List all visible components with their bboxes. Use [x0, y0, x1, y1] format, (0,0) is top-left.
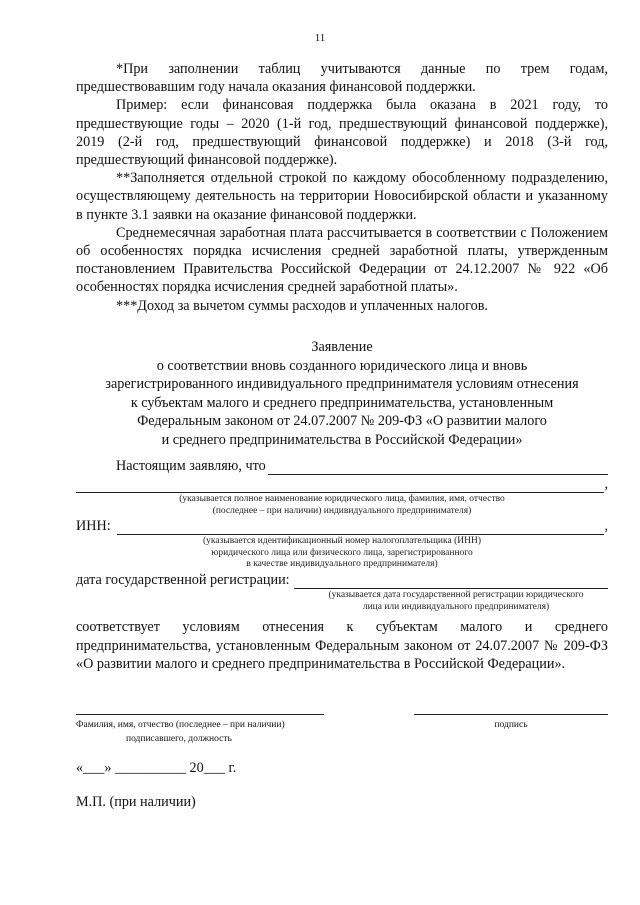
footnote-example: Пример: если финансовая поддержка была оказана в 2021 году, то предшествующие годы – 2020 (1-й год, предшествующий финансовой поддержке), 2019 (2-й год, предшествующий финансовой поддержке) и 2018 (3-й год, предшествующий финансовой поддержке). — [76, 97, 608, 169]
footnote-table-years: *При заполнении таблиц учитываются данные по трем годам, предшествовавшим году начала оказания финансовой поддержки. — [76, 61, 608, 96]
footnote-subdivision: **Заполняется отдельной строкой по каждому обособленному подразделению, осуществляющему деятельность на территории Новосибирской области и указанному в пункте 3.1 заявки на оказание финансовой поддержки. — [76, 170, 608, 223]
registration-hint — [304, 590, 608, 613]
registration-label: дата государственной регистрации: — [76, 572, 290, 588]
footnotes — [76, 60, 608, 315]
name-hint — [76, 494, 608, 517]
registration-hint-line: лица или индивидуального предпринимателя) — [362, 601, 550, 612]
name-hint-line: (указывается полное наименование юридического лица, фамилия, имя, отчество — [179, 494, 505, 504]
inn-label: ИНН: — [76, 518, 111, 534]
inn-blank-field[interactable] — [117, 520, 605, 535]
conformity-statement: соответствует условиям отнесения к субъектам малого и среднего предпринимательства, установленным Федеральным законом от 24.07.2007 № 209-ФЗ «О развитии малого и среднего предпринимательства в Российской Федерации». — [76, 619, 608, 673]
signature-date[interactable]: «___» __________ 20___ г. — [76, 760, 237, 776]
name-hint-line: (последнее – при наличии) индивидуального предпринимателя) — [212, 505, 472, 516]
signature-caption: подпись — [494, 720, 528, 730]
declare-row — [76, 458, 608, 475]
statement-line: о соответствии вновь созданного юридического лица и вновь — [156, 357, 528, 374]
page-number: 11 — [314, 32, 326, 44]
inn-row — [76, 518, 608, 535]
inn-hint-line: юридического лица или физического лица, зарегистрированного — [211, 547, 473, 558]
footnote-income: ***Доход за вычетом суммы расходов и уплаченных налогов. — [116, 297, 488, 314]
inn-line-comma: , — [604, 518, 608, 534]
registration-date-field[interactable] — [294, 574, 608, 589]
signer-caption-2: подписавшего, должность — [126, 734, 232, 744]
declare-blank-field[interactable] — [268, 460, 608, 475]
stamp-placeholder: М.П. (при наличии) — [76, 794, 196, 810]
inn-hint-line: в качестве индивидуального предпринимателя) — [246, 559, 438, 569]
inn-hint — [76, 536, 608, 571]
signature-field[interactable] — [414, 714, 608, 715]
statement-line: к субъектам малого и среднего предпринимательства, установленным — [130, 394, 554, 411]
statement-line: и среднего предпринимательства в Российской Федерации» — [161, 431, 523, 448]
signer-name-field[interactable] — [76, 714, 324, 715]
name-line-comma: , — [604, 476, 608, 492]
statement-heading — [76, 338, 608, 450]
inn-hint-line: (указывается идентификационный номер налогоплательщика (ИНН) — [203, 536, 481, 546]
statement-title: Заявление — [311, 339, 373, 355]
statement-line: зарегистрированного индивидуального предпринимателя условиям отнесения — [105, 376, 579, 393]
signer-caption-1: Фамилия, имя, отчество (последнее – при наличии) — [76, 720, 285, 730]
footnote-average-salary: Среднемесячная заработная плата рассчитывается в соответствии с Положением об особенностях порядка исчисления средней заработной платы, утвержденным постановлением Правительства Российской Федерации от 24.12.2007 № 922 «Об особенностях порядка исчисления средней заработной платы». — [76, 224, 608, 296]
name-blank-field[interactable] — [76, 478, 604, 493]
statement-line: Федеральным законом от 24.07.2007 № 209-ФЗ «О развитии малого — [137, 413, 547, 430]
registration-row — [76, 572, 608, 589]
name-row — [76, 476, 608, 493]
registration-hint-line: (указывается дата государственной регистрации юридического — [328, 590, 584, 600]
declare-label: Настоящим заявляю, что — [116, 458, 266, 474]
